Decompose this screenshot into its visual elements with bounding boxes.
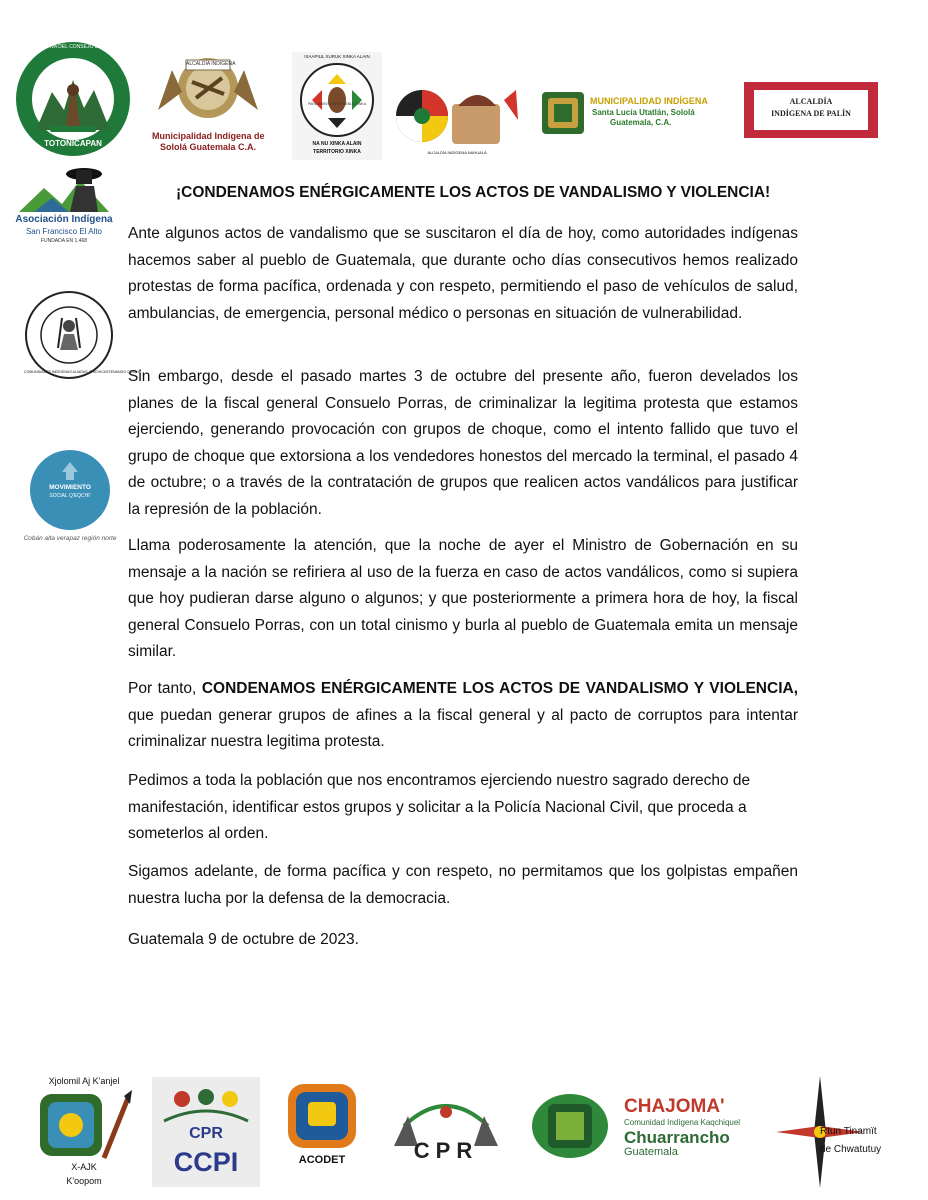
chajoma-name: CHAJOMA': [624, 1096, 725, 1117]
rtun-line1: Rtun Tinamït: [820, 1126, 877, 1137]
paragraph-3: Llama poderosamente la atención, que la noche de ayer el Ministro de Gobernación en su mensaje a la nación se refiriera al uso de la fuerza en caso de actos vandálicos, como si supiera que hoy pudieran darse alguno o algunos; y que posteriormente a primera hora de hoy, la fiscal general Consuelo Porras, con un total cinismo y burla al pueblo de Guatemala emita un mensaje similar.: [128, 537, 798, 660]
santa-lucia-line1: MUNICIPALIDAD INDÍGENA: [590, 96, 708, 106]
solola-caption-1: Municipalidad Indígena de: [152, 131, 265, 141]
document-date: Guatemala 9 de octubre de 2023.: [128, 931, 359, 948]
san-francisco-line2: San Francisco El Alto: [25, 227, 103, 236]
xinka-side-text: PARLAMENTO DEL PUEBLO XINKA: [307, 102, 367, 106]
logo-san-francisco: [14, 160, 114, 256]
xjolomil-bottom: K'oopom: [66, 1176, 102, 1186]
solola-ribbon: ALCALDÍA INDÍGENA: [186, 61, 236, 67]
san-francisco-line3: FUNDADA EN 1.468: [40, 238, 88, 244]
logo-ccpi: [152, 1077, 260, 1187]
paragraph-4: [128, 676, 798, 756]
cpr-label: CPR: [413, 1138, 479, 1163]
logo-nahuala: [392, 80, 522, 160]
logo-xjolomil: [32, 1072, 136, 1196]
logo-santa-lucia: [540, 90, 710, 136]
xinka-bottom-1: NA NU XINKA ALAIN: [312, 141, 362, 147]
paragraph-1: Ante algunos actos de vandalismo que se suscitaron el día de hoy, como autoridades indígenas hacemos saber al pueblo de Guatemala, que durante ocho días consecutivos hemos realizado protestas de forma pacífica, ordenada y con respeto, permitiendo el paso de vehículos de salud, ambulancias, de emergencia, personal médico o personas en situación de vulnerabilidad.: [128, 225, 798, 322]
xinka-top-text: IXAAPIUL XURUK XINKA ALAIN: [304, 54, 370, 59]
chajoma-line2: Chuarrancho: [624, 1128, 730, 1147]
logo-chichicastenango: [24, 290, 142, 380]
palin-line1: ALCALDÍA: [789, 97, 833, 106]
totonicapan-arc-text: JUNTA DIRECTIVA DEL CONSEJO DE ALCALDES COMUNALES 48 CANTONES: [14, 44, 199, 50]
santa-lucia-line2: Santa Lucía Utatlán, Sololá: [592, 108, 695, 117]
paragraph-6: Sigamos adelante, de forma pacífica y con respeto, no permitamos que los golpistas empañen nuestra lucha por la defensa de la democracia.: [128, 863, 798, 907]
ccpi-label: CCPI: [173, 1147, 239, 1177]
totonicapan-bottom-text: TOTONICAPAN: [44, 139, 102, 148]
xjolomil-mid: X-AJK: [71, 1162, 97, 1172]
ccpi-cpr: CPR: [189, 1125, 223, 1142]
logo-qeqchi: [24, 448, 116, 532]
chajoma-line1: Comunidad Indígena Kaqchiquel: [624, 1118, 741, 1127]
nahuala-caption: ALCALDÍA INDÍGENA NAHUALÁ: [427, 150, 487, 155]
xinka-bottom-2: TERRITORIO XINKA: [313, 149, 361, 155]
paragraph-2: Sin embargo, desde el pasado martes 3 de octubre del presente año, fueron develados los planes de la fiscal general Consuelo Porras, de criminalizar la legitima protesta que estamos ejerciendo, generando provocación con grupos de choque, como el intento fallido que tuvo el grupo de choque que extorsiona a los vendedores honestos del mercado la terminal, el pasado 4 de octubre; o a través de la contratación de grupos que realicen actos vandálicos para justificar la represión de la población.: [128, 368, 798, 518]
solola-caption-2: Sololá Guatemala C.A.: [159, 142, 257, 152]
paragraph-4-suffix: que puedan generar grupos de afines a la fiscal general y al pacto de corruptos para intentar criminalizar nuestra legitima protesta.: [128, 706, 798, 750]
palin-line2: INDÍGENA DE PALÍN: [771, 109, 851, 118]
chichicastenango-arc-text: COMUNIDADES INDÍGENAS ALIADAS CHICHICASTENANGO QUICHÉ: [24, 370, 142, 374]
paragraph-4-prefix: Por tanto,: [128, 680, 202, 697]
paragraph-5: Pedimos a toda la población que nos encontramos ejerciendo nuestro sagrado derecho de manifestación, identificar estos grupos y solicitar a la Policía Nacional Civil, que proceda a someterlos al orden.: [128, 772, 751, 842]
santa-lucia-line3: Guatemala, C.A.: [610, 118, 672, 127]
chajoma-line3: Guatemala: [624, 1146, 678, 1158]
logo-xinka: [292, 52, 382, 160]
logo-totonicapan: [14, 40, 199, 158]
logo-cpr: [384, 1086, 508, 1174]
san-francisco-line1: Asociación Indígena: [15, 214, 113, 225]
qeqchi-line2: SOCIAL Q'EQCHI': [49, 493, 91, 499]
logo-chajoma: [530, 1090, 758, 1162]
logo-acodet: [284, 1080, 360, 1172]
acodet-label: ACODET: [298, 1154, 346, 1166]
qeqchi-line1: MOVIMIENTO: [49, 484, 91, 491]
logo-solola: [152, 52, 264, 132]
xjolomil-top: Xjolomil Aj K'anjel: [48, 1076, 120, 1086]
logo-palin: [744, 82, 878, 138]
qeqchi-caption: Cobán alta verapaz región norte: [23, 535, 117, 542]
rtun-line2: de Chwatutuy: [820, 1144, 882, 1155]
paragraph-4-bold: CONDENAMOS ENÉRGICAMENTE LOS ACTOS DE VANDALISMO Y VIOLENCIA,: [201, 680, 798, 697]
document-title: ¡CONDENAMOS ENÉRGICAMENTE LOS ACTOS DE VANDALISMO Y VIOLENCIA!: [176, 184, 771, 201]
logo-rtun: [774, 1072, 904, 1192]
